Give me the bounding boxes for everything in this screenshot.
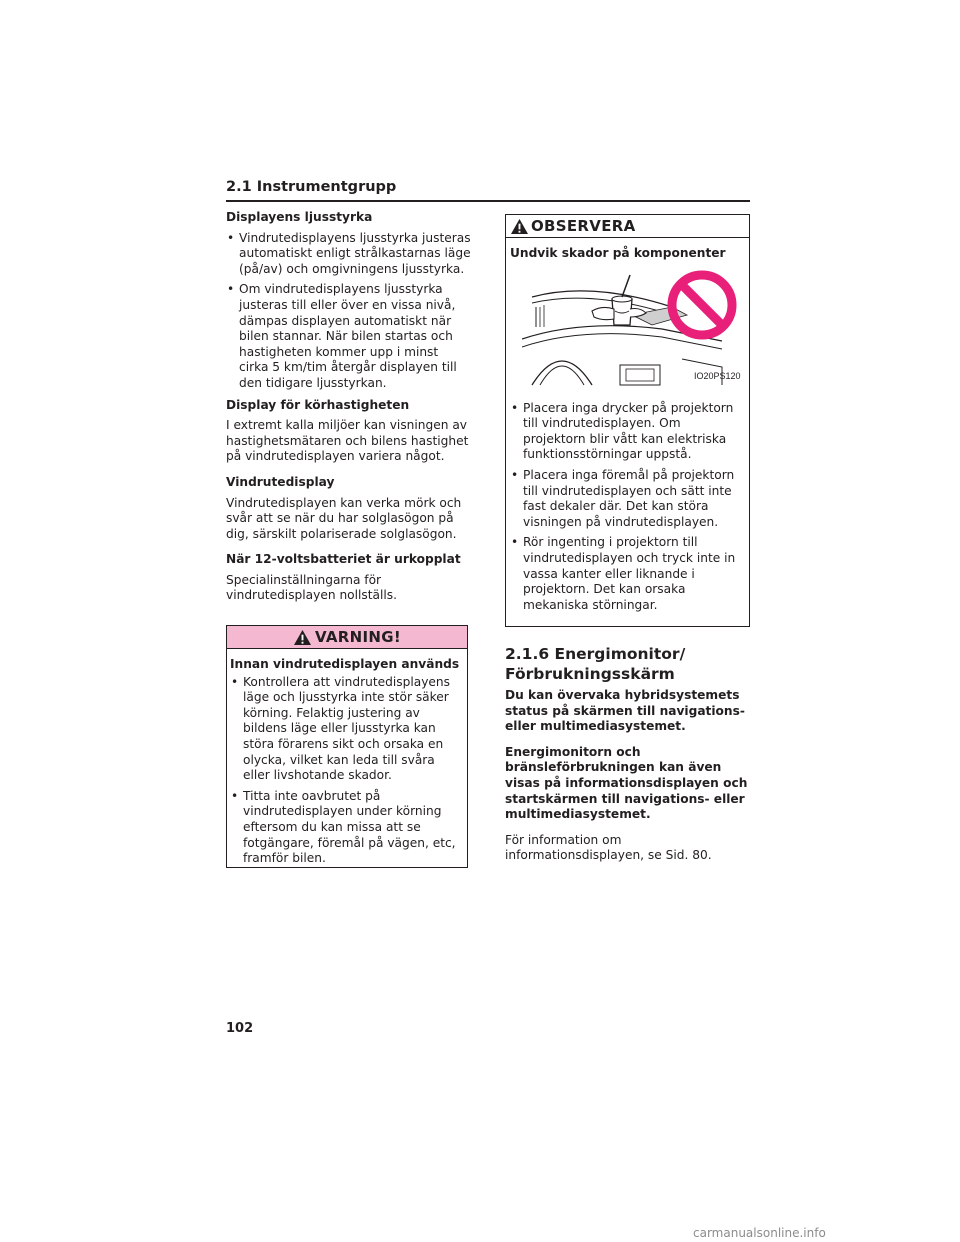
- energy-note: Energimonitorn och bränsleförbrukningen kan även visas på informationsdisplayen och startskärmen till navigations- eller multimediasystemet.: [505, 744, 748, 822]
- energy-title-line1: 2.1.6 Energimonitor/: [505, 645, 686, 663]
- energy-title-line2: Förbrukningsskärm: [505, 665, 675, 683]
- warning-heading: Innan vindrutedisplayen används: [230, 657, 460, 671]
- notice-label: OBSERVERA: [531, 217, 636, 235]
- section-header: [226, 178, 750, 202]
- windshield-text: Vindrutedisplayen kan verka mörk och svår att se när du har solglasögon på dig, särskilt polariserade solglasögon.: [226, 495, 462, 541]
- projector-illustration: [522, 267, 747, 387]
- prohibition-icon: [672, 275, 732, 335]
- brightness-heading: Displayens ljusstyrka: [226, 210, 373, 224]
- warning-header: [227, 626, 467, 649]
- warning-triangle-icon: [293, 629, 312, 646]
- left-column: [226, 210, 471, 614]
- warning-body: [227, 649, 467, 867]
- warning-label: VARNING!: [315, 628, 401, 646]
- speed-text: I extremt kalla miljöer kan visningen av hastighetsmätaren och bilens hastighet på vindrutedisplayen variera något.: [226, 418, 469, 464]
- section-title: 2.1 Instrumentgrupp: [226, 179, 397, 195]
- image-code: IO20PS120: [694, 370, 741, 381]
- notice-body: [506, 238, 749, 613]
- battery-heading: När 12-voltsbatteriet är urkopplat: [226, 552, 461, 567]
- battery-text: Specialinställningarna för vindrutedisplayen nollställs.: [226, 572, 397, 603]
- warning-list: [230, 675, 461, 867]
- warning-box: [226, 625, 468, 868]
- list-item: • Kontrollera att vindrutedisplayens läge och ljusstyrka inte stör säker körning. Felaktig justering av bildens läge eller ljusstyrka kan störa förarens sikt och orsaka en olycka, vilket kan leda till svåra eller livshotande skador.: [230, 675, 461, 784]
- list-item: • Placera inga drycker på projektorn till vindrutedisplayen. Om projektorn blir vått kan elektriska funktionsstörningar uppstå.: [510, 401, 745, 463]
- list-item: • Rör ingenting i projektorn till vindrutedisplayen och tryck inte in vassa kanter eller liknande i projektorn. Det kan orsaka mekaniska störningar.: [510, 535, 745, 613]
- header-rule: [226, 200, 750, 202]
- energy-intro: Du kan övervaka hybridsystemets status på skärmen till navigations- eller multimediasystemet.: [505, 688, 745, 734]
- windshield-heading: Vindrutedisplay: [226, 474, 335, 489]
- page-number: 102: [226, 1021, 254, 1036]
- watermark: carmanualsonline.info: [693, 1226, 826, 1240]
- dashboard-drawing: [522, 267, 747, 387]
- energy-reference: För information om informationsdisplayen, se Sid. 80.: [505, 832, 712, 863]
- list-item: • Om vindrutedisplayens ljusstyrka justeras till eller över en vissa nivå, dämpas displayen automatiskt när bilen stannar. När bilen startas och hastigheten kommer upp i minst cirka 5 km/tim återgår displayen till den tidigare ljusstyrkan.: [226, 282, 471, 391]
- speed-heading: Display för körhastigheten: [226, 397, 410, 412]
- energy-title: [505, 644, 755, 684]
- notice-header: [506, 215, 749, 238]
- brightness-list: [226, 231, 471, 392]
- warning-triangle-icon: [510, 218, 529, 235]
- energy-content: [505, 688, 755, 874]
- list-item: • Placera inga föremål på projektorn till vindrutedisplayen och sätt inte fast dekaler där. Det kan störa visningen på vindrutedisplayen.: [510, 468, 745, 530]
- list-item: • Titta inte oavbrutet på vindrutedisplayen under körning eftersom du kan missa att se fotgängare, föremål på vägen, etc, framför bilen.: [230, 789, 461, 867]
- notice-heading: Undvik skador på komponenter: [510, 246, 726, 260]
- notice-box: [505, 214, 750, 627]
- list-item: • Vindrutedisplayens ljusstyrka justeras automatiskt enligt strålkastarnas läge (på/av) och omgivningens ljusstyrka.: [226, 231, 471, 278]
- notice-list: [510, 401, 745, 614]
